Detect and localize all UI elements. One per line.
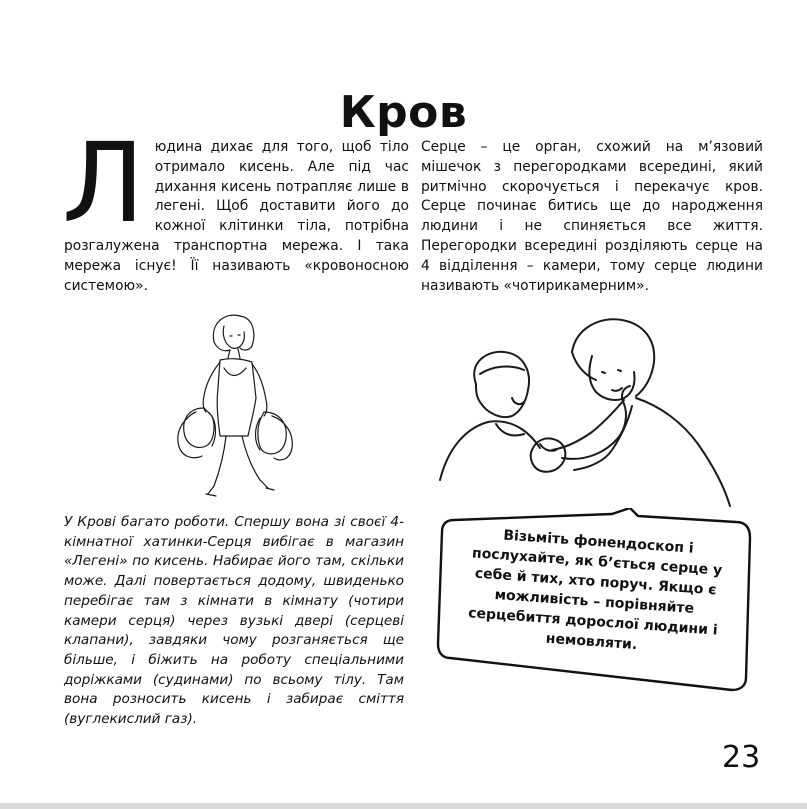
woman-with-bags-illustration bbox=[168, 308, 328, 504]
intro-text: юдина дихає для того, щоб тіло отримало кисень. Але під час дихання кисень потрапляє лише в легені. Щоб доставити його до кожної клітинки тіла, потрібна розгалужена транспортна мережа. І така мережа існує! Її називають «кровоносною системою». bbox=[64, 139, 409, 294]
callout-text: Візьміть фонендоскоп і послухайте, як б’ється серце у себе й тих, хто поруч. Якщо є можливість – порівняйте серцебиття дорослої людини і немовляти. bbox=[467, 527, 723, 654]
drop-cap: Л bbox=[62, 119, 145, 247]
page-number: 23 bbox=[722, 740, 761, 775]
adult-and-child-stethoscope-illustration bbox=[436, 316, 756, 512]
page-title: Кров bbox=[339, 87, 468, 139]
heart-paragraph: Серце – це орган, схожий на м’язовий мішечок з перегородками всередині, який ритмічно скорочується і перекачує кров. Серце починає битись ще до народження людини і не спиняється все життя. Перегородки всередині розділяють серце на 4 відділення – камери, тому серце людини називають «чотирикамерним». bbox=[421, 139, 763, 294]
tip-callout bbox=[436, 508, 756, 698]
blood-story-paragraph: У Крові багато роботи. Спершу вона зі своєї 4-кімнатної хатинки-Серця вибігає в магазин «Легені» по кисень. Набирає його там, скільки може. Далі повертається додому, швиденько перебігає там з кімнати в кімнату (чотири камери серця) через вузькі двері (серцеві клапани), завдяки чому розганяється ще більше, і біжить на роботу спеціальними доріжками (судинами) по всьому тілу. Там вона розносить кисень і забирає сміття (вуглекислий газ). bbox=[64, 514, 404, 728]
bottom-divider bbox=[0, 803, 807, 809]
intro-paragraph bbox=[62, 119, 409, 296]
